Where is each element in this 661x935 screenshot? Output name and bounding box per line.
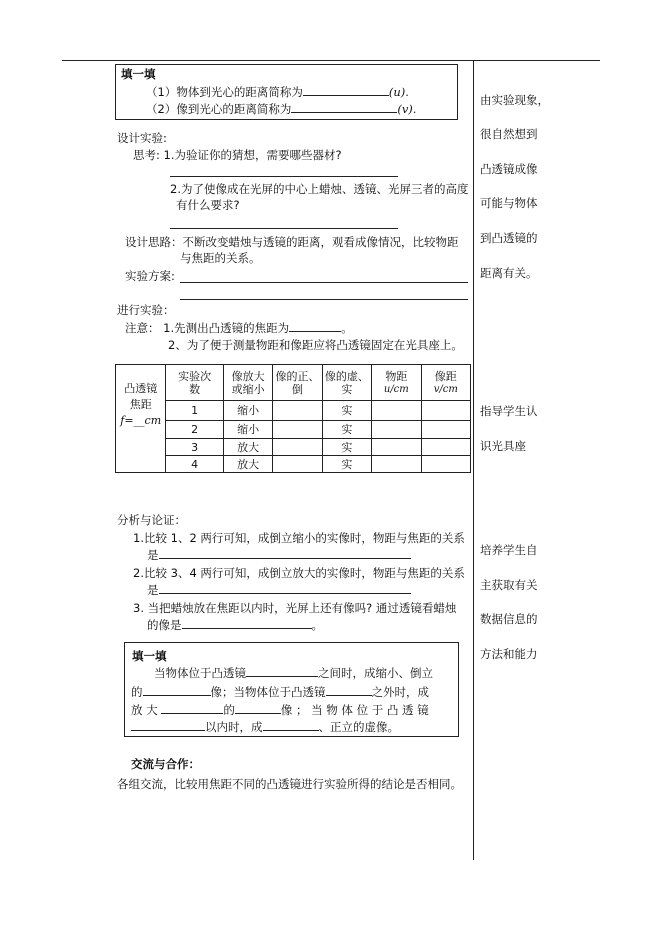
side-note: 由实验现象， [480,93,549,107]
note-1: 注意： 1.先测出凸透镜的焦距为 。 [125,321,353,335]
answer-line [170,176,398,177]
fill-in-title: 填一填 [121,67,156,81]
exchange-heading: 交流与合作： [131,757,200,771]
analysis-1-line1: 1.比较 1、2 两行可知，成倒立缩小的实像时，物距与焦距的关系 [133,531,465,545]
think-question-2-line2: 有什么要求? [176,198,240,212]
blank-cell[interactable] [273,439,322,456]
blank-cell[interactable] [372,421,421,439]
blank-field[interactable] [289,320,341,332]
blank-field[interactable] [246,665,318,677]
table-row: 3 放大 实 [116,439,471,456]
blank-cell[interactable] [372,439,421,456]
analysis-2-line1: 2.比较 3、4 两行可知，成倒立放大的实像时，物距与焦距的关系 [133,566,465,580]
side-note: 凸透镜成像 [480,162,538,176]
blank-cell[interactable] [273,421,322,439]
design-idea-line1: 设计思路：不断改变蜡烛与透镜的距离，观看成像情况，比较物距 [125,235,459,249]
blank-field[interactable] [326,684,372,696]
think-question-1: 思考: 1.为验证你的猜想，需要哪些器材? [133,148,342,162]
blank-field[interactable] [263,719,319,731]
analysis-3-line2: 的像是 。 [147,618,323,632]
blank-field[interactable] [235,702,281,714]
blank-field[interactable] [182,617,312,629]
exchange-text: 各组交流，比较用焦距不同的凸透镜进行实验所得的结论是否相同。 [117,777,462,791]
conclusion-line-4: 以内时，成 、正立的虚像。 [131,719,399,735]
conclusion-line-1: 当物体位于凸透镜 之间时，成缩小、倒立 [154,666,433,680]
top-rule [62,60,600,61]
side-note: 识光具座 [480,439,526,453]
blank-field[interactable] [303,84,389,96]
note-2: 2、为了便于测量物距和像距应将凸透镜固定在光具座上。 [168,338,463,352]
fill-in-line-1: （1）物体到光心的距离简称为 (u). [146,85,409,99]
sidebar-divider [473,60,474,860]
blank-cell[interactable] [421,421,470,439]
side-note: 数据信息的 [480,612,538,626]
side-note: 主获取有关 [480,578,538,592]
answer-line [180,299,468,300]
plan-label: 实验方案: [125,269,175,283]
blank-cell[interactable] [372,456,421,473]
header-cell: 物距 u/cm [372,365,421,401]
side-note: 培养学生自 [480,543,538,557]
side-note: 指导学生认 [480,404,538,418]
conclusion-line-3: 放 大 的 像 ； 当 物 体 位 于 凸 透 镜 [131,703,429,717]
blank-field[interactable] [131,719,205,731]
blank-cell[interactable] [372,401,421,421]
conduct-heading: 进行实验： [117,303,175,317]
table-row: 1 缩小 实 [116,401,471,421]
header-cell: 像的虚、 实 [322,365,371,401]
blank-field[interactable] [159,547,411,559]
header-cell: 实验次 数 [166,365,223,401]
blank-cell[interactable] [421,401,470,421]
blank-cell[interactable] [421,439,470,456]
conclusion-line-2: 的 像；当物体位于凸透镜 之外时，成 [131,685,429,699]
fill-in-line-2: （2）像到光心的距离简称为 (v). [146,102,417,116]
answer-line [170,228,398,229]
side-note: 距离有关。 [480,266,538,280]
table-row: 4 放大 实 [116,456,471,473]
analysis-2-line2: 是 [147,582,411,598]
lens-label-cell: 凸透镜 焦距 f=__cm [116,365,166,473]
side-note: 到凸透镜的 [480,231,538,245]
design-heading: 设计实验: [117,131,167,145]
side-note: 很自然想到 [480,127,538,141]
side-note: 方法和能力 [480,647,538,661]
header-cell: 像的正、 倒 [273,365,322,401]
design-idea-line2: 与焦距的关系。 [180,251,261,265]
analysis-1-line2: 是 [147,547,411,563]
answer-line [180,282,468,283]
header-cell: 像距 v/cm [421,365,470,401]
blank-field[interactable] [143,684,211,696]
side-note: 可能与物体 [480,196,538,210]
blank-field[interactable] [291,101,397,113]
table-row: 2 缩小 实 [116,421,471,439]
experiment-table [115,364,471,473]
blank-cell[interactable] [421,456,470,473]
header-cell: 像放大 或缩小 [223,365,272,401]
think-question-2-line1: 2.为了使像成在光屏的中心上蜡烛、透镜、光屏三者的高度 [170,182,469,196]
blank-field[interactable] [159,582,411,594]
blank-cell[interactable] [273,401,322,421]
blank-cell[interactable] [273,456,322,473]
blank-field[interactable] [161,702,223,714]
analysis-3-line1: 3. 当把蜡烛放在焦距以内时，光屏上还有像吗? 通过透镜看蜡烛 [133,601,457,615]
analysis-heading: 分析与论证： [117,513,186,527]
fill-in-title-2: 填一填 [132,649,167,663]
